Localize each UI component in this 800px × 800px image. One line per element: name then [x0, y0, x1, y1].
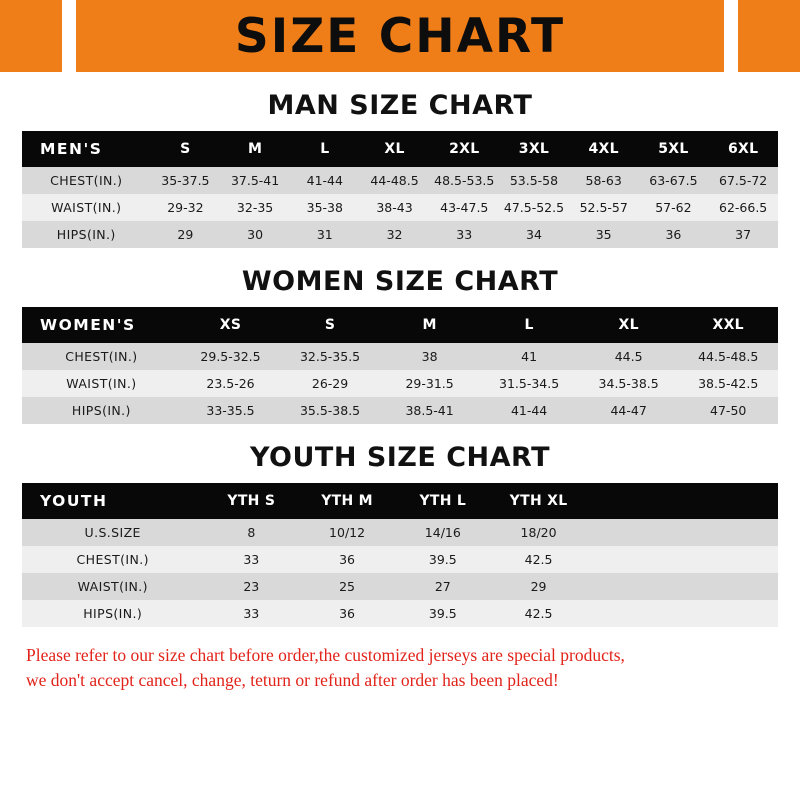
cell: 43-47.5	[440, 200, 489, 215]
cell: 37	[735, 227, 752, 242]
order-notice	[26, 643, 774, 694]
cell: 27	[434, 579, 451, 594]
notice-line-2: we don't accept cancel, change, teturn or refund after order has been placed!	[26, 670, 559, 691]
cell: 36	[339, 606, 356, 621]
table-row	[22, 573, 778, 600]
column-header	[586, 483, 682, 519]
column-header: L	[524, 317, 534, 333]
cell: 42.5	[524, 606, 553, 621]
cell	[682, 600, 778, 627]
header-band	[0, 0, 800, 72]
section-title-youth: YOUTH SIZE CHART	[249, 442, 551, 473]
column-header: 5XL	[658, 141, 689, 157]
table-header-row	[22, 307, 778, 343]
cell: 29	[530, 579, 547, 594]
cell: 34.5-38.5	[598, 376, 659, 391]
cell: 34	[526, 227, 542, 242]
cell: 57-62	[655, 200, 692, 215]
cell: 8	[247, 525, 256, 540]
cell: 37.5-41	[230, 173, 280, 188]
table-row	[22, 343, 778, 370]
section-title-men: MAN SIZE CHART	[267, 90, 533, 121]
column-header: YTH S	[227, 493, 276, 509]
cell: 53.5-58	[509, 173, 559, 188]
cell: 38	[421, 349, 438, 364]
table-row	[22, 600, 778, 627]
cell: 33	[243, 606, 260, 621]
cell: 62-66.5	[719, 200, 768, 215]
section-women	[22, 266, 778, 424]
cell: 36	[665, 227, 682, 242]
cell: 63-67.5	[649, 173, 698, 188]
cell: 42.5	[524, 552, 553, 567]
table-row	[22, 397, 778, 424]
cell: 47.5-52.5	[503, 200, 565, 215]
row-label: WAIST(IN.)	[51, 200, 122, 215]
row-label: CHEST(IN.)	[65, 349, 138, 364]
cell: 26-29	[311, 376, 349, 391]
header-strip-right	[724, 0, 738, 72]
column-header: 6XL	[727, 141, 759, 157]
column-header: XL	[618, 317, 639, 333]
cell: 35-37.5	[161, 173, 210, 188]
table-row	[22, 167, 778, 194]
cell	[586, 600, 682, 627]
cell: 29.5-32.5	[200, 349, 261, 364]
cell: 31.5-34.5	[499, 376, 560, 391]
table-corner-label: YOUTH	[40, 492, 108, 510]
cell: 10/12	[329, 525, 366, 540]
cell: 38-43	[376, 200, 413, 215]
table-row	[22, 546, 778, 573]
row-label: WAIST(IN.)	[77, 579, 148, 594]
cell: 41-44	[306, 173, 343, 188]
column-header: 4XL	[588, 141, 619, 157]
section-men	[22, 90, 778, 248]
cell	[586, 546, 682, 573]
cell: 44-48.5	[370, 173, 419, 188]
column-header: XXL	[712, 317, 744, 333]
column-header: M	[422, 317, 437, 333]
header-strip-left	[62, 0, 76, 72]
cell: 39.5	[428, 552, 457, 567]
column-header: L	[320, 141, 330, 157]
row-label: U.S.SIZE	[84, 525, 141, 540]
row-label: WAIST(IN.)	[66, 376, 137, 391]
table-row	[22, 194, 778, 221]
youth-size-table	[22, 483, 778, 627]
women-size-table	[22, 307, 778, 424]
column-header: M	[247, 141, 263, 157]
table-header-row	[22, 483, 778, 519]
cell: 33	[243, 552, 260, 567]
cell: 35-38	[306, 200, 343, 215]
column-header: XS	[219, 317, 242, 333]
cell: 18/20	[520, 525, 557, 540]
cell: 32	[386, 227, 403, 242]
cell: 23	[243, 579, 260, 594]
cell: 29-31.5	[405, 376, 454, 391]
column-header	[682, 483, 778, 519]
row-label: HIPS(IN.)	[56, 227, 116, 242]
cell: 36	[339, 552, 356, 567]
column-header: YTH M	[321, 493, 373, 509]
column-header: 2XL	[449, 141, 480, 157]
cell: 32-35	[236, 200, 274, 215]
cell: 14/16	[424, 525, 461, 540]
table-corner-label: WOMEN'S	[40, 316, 136, 334]
cell	[586, 519, 682, 546]
section-title-women: WOMEN SIZE CHART	[241, 266, 559, 297]
cell: 30	[247, 227, 264, 242]
cell: 38.5-41	[405, 403, 454, 418]
cell: 44.5-48.5	[698, 349, 759, 364]
cell: 29-32	[167, 200, 204, 215]
column-header: YTH XL	[509, 493, 568, 509]
row-label: CHEST(IN.)	[50, 173, 123, 188]
column-header: YTH L	[419, 493, 467, 509]
cell: 35.5-38.5	[299, 403, 361, 418]
cell: 52.5-57	[579, 200, 628, 215]
cell: 48.5-53.5	[434, 173, 495, 188]
column-header: S	[180, 141, 191, 157]
column-header: S	[324, 317, 336, 333]
page-title: SIZE CHART	[234, 8, 566, 64]
cell	[682, 546, 778, 573]
cell: 47-50	[710, 403, 747, 418]
men-size-table	[22, 131, 778, 248]
table-corner-label: MEN'S	[40, 140, 103, 158]
column-header: 3XL	[518, 141, 550, 157]
cell: 33-35.5	[206, 403, 255, 418]
cell: 38.5-42.5	[698, 376, 759, 391]
table-row	[22, 221, 778, 248]
cell: 58-63	[585, 173, 622, 188]
section-youth	[22, 442, 778, 627]
table-row	[22, 370, 778, 397]
column-header: XL	[384, 141, 405, 157]
cell	[586, 573, 682, 600]
cell: 33	[456, 227, 473, 242]
cell: 41-44	[510, 403, 548, 418]
cell: 25	[339, 579, 356, 594]
cell: 31	[316, 227, 333, 242]
notice-line-1: Please refer to our size chart before order,the customized jerseys are special products,	[26, 645, 625, 665]
cell: 32.5-35.5	[299, 349, 361, 364]
cell: 41	[521, 349, 538, 364]
cell: 23.5-26	[206, 376, 255, 391]
cell	[682, 573, 778, 600]
row-label: CHEST(IN.)	[76, 552, 149, 567]
cell: 29	[177, 227, 194, 242]
row-label: HIPS(IN.)	[83, 606, 143, 621]
content	[0, 90, 800, 694]
table-row	[22, 519, 778, 546]
cell: 39.5	[428, 606, 457, 621]
cell	[682, 519, 778, 546]
cell: 67.5-72	[719, 173, 768, 188]
cell: 44-47	[610, 403, 647, 418]
cell: 35	[595, 227, 612, 242]
cell: 44.5	[614, 349, 643, 364]
row-label: HIPS(IN.)	[71, 403, 131, 418]
table-header-row	[22, 131, 778, 167]
